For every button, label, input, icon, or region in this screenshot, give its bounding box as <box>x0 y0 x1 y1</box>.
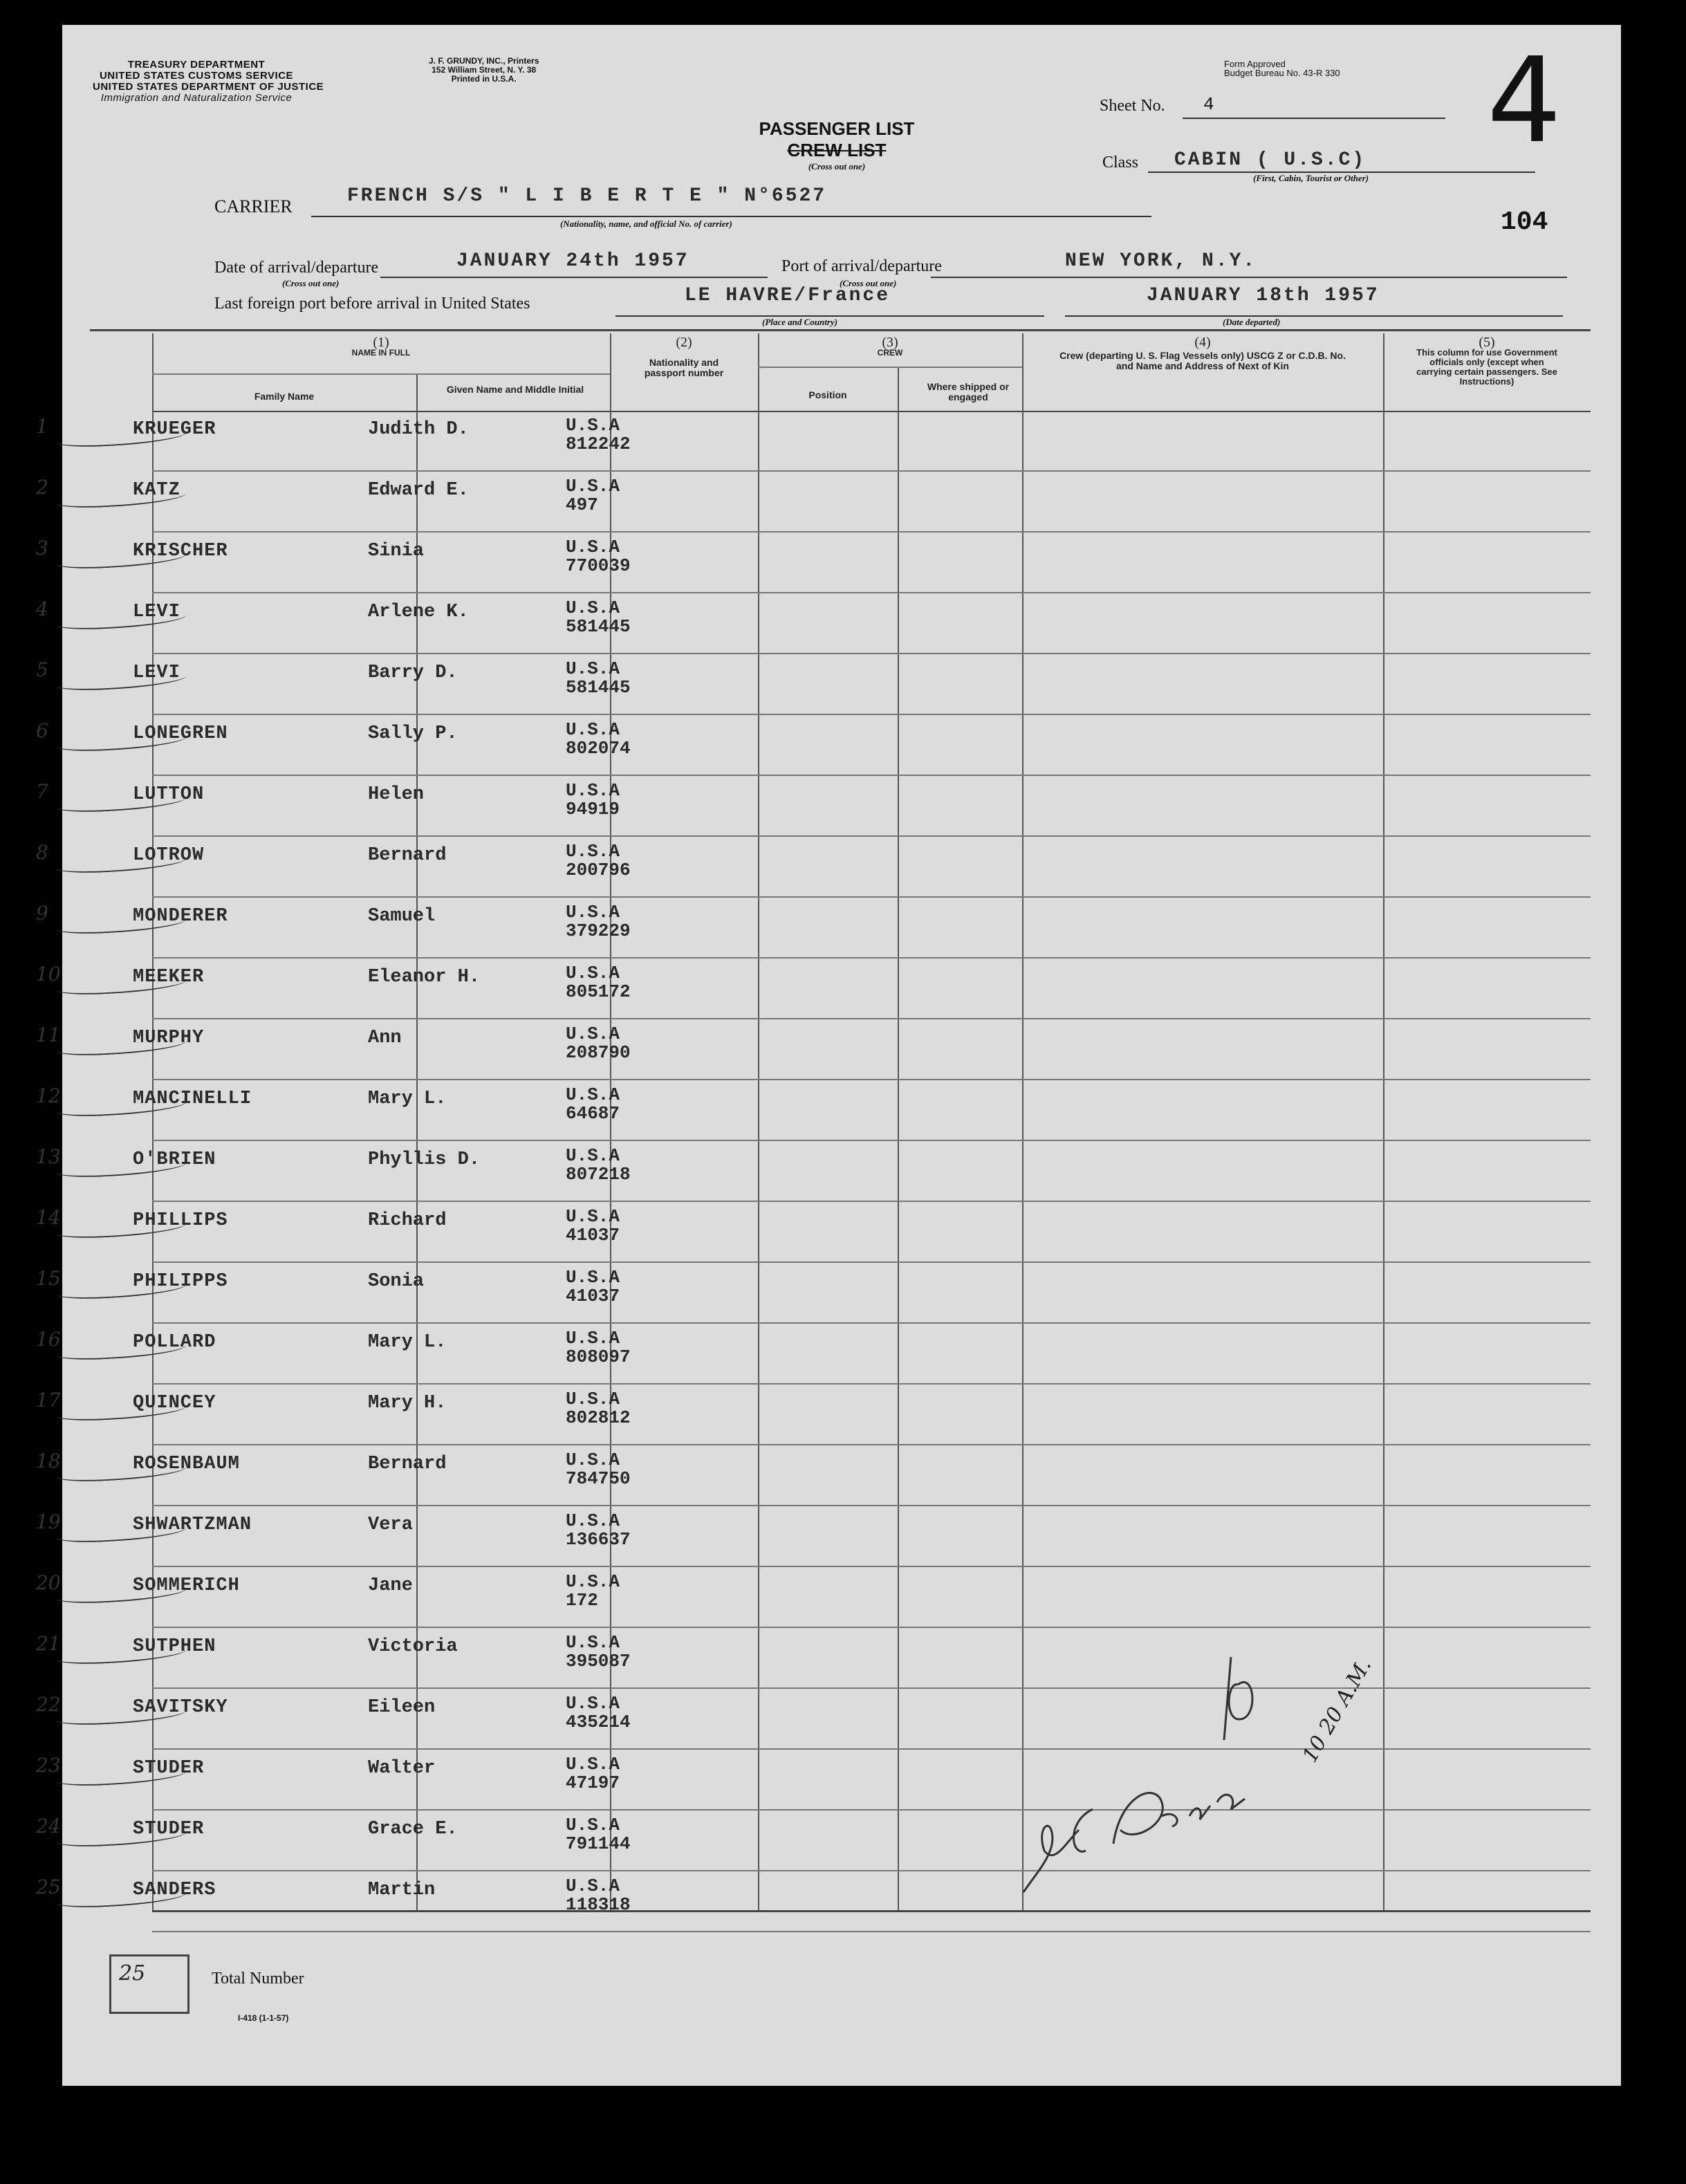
table-row <box>28 1082 1473 1142</box>
family-name: MURPHY <box>133 1028 205 1048</box>
table-row <box>28 1508 1473 1568</box>
table-row <box>28 473 1473 534</box>
nationality: U.S.A <box>566 719 620 740</box>
nationality: U.S.A <box>566 1328 620 1349</box>
row-number: 3 <box>36 537 48 559</box>
table-row <box>28 1021 1473 1082</box>
nationality-passport <box>566 416 631 454</box>
row-number: 11 <box>36 1024 61 1046</box>
row-divider <box>152 957 1591 959</box>
table-row <box>28 777 1473 838</box>
family-name: PHILLIPS <box>133 1210 228 1231</box>
nationality: U.S.A <box>566 1145 620 1166</box>
given-name: Mary H. <box>368 1393 447 1414</box>
passport-number: 64687 <box>566 1103 620 1124</box>
table-row <box>28 899 1473 960</box>
nationality-passport <box>566 1147 631 1184</box>
nationality-passport <box>566 1451 631 1488</box>
row-number: 10 <box>36 963 61 985</box>
passport-number: 802812 <box>566 1407 631 1428</box>
col4-title: Crew (departing U. S. Flag Vessels only) USCG Z or C.D.B. No. and Name and Address of Next of Kin <box>1059 350 1346 371</box>
row-number: 23 <box>36 1754 61 1777</box>
passport-number: 94919 <box>566 799 620 820</box>
total-label: Total Number <box>212 1970 304 1988</box>
table-row <box>28 1325 1473 1386</box>
nationality: U.S.A <box>566 658 620 679</box>
table-row <box>28 838 1473 899</box>
row-number: 24 <box>36 1815 61 1838</box>
row-number: 1 <box>36 415 48 438</box>
form-approved-block <box>1224 59 1340 77</box>
nationality: U.S.A <box>566 415 620 436</box>
passport-number: 808097 <box>566 1347 631 1367</box>
nationality: U.S.A <box>566 1267 620 1288</box>
row-divider <box>152 1809 1591 1811</box>
nationality: U.S.A <box>566 1571 620 1592</box>
carrier-value: FRENCH S/S " L I B E R T E " N°6527 <box>347 185 827 207</box>
date-label: Date of arrival/departure <box>214 259 379 277</box>
passport-number: 784750 <box>566 1468 631 1489</box>
passport-number: 395087 <box>566 1651 631 1672</box>
row-number: 18 <box>36 1450 61 1472</box>
printer-block <box>429 57 539 84</box>
row-number: 4 <box>36 598 48 620</box>
col1-header <box>152 337 610 358</box>
row-number: 21 <box>36 1632 61 1655</box>
nationality-passport <box>566 1573 620 1610</box>
dept-line: UNITED STATES CUSTOMS SERVICE <box>99 70 294 82</box>
given-name: Helen <box>368 784 425 805</box>
sheet-underline <box>1183 118 1445 119</box>
nationality-passport <box>566 538 631 575</box>
col3-where-header: Where shipped or engaged <box>927 381 1010 402</box>
row-divider <box>152 1018 1591 1019</box>
dept-line: UNITED STATES DEPARTMENT OF JUSTICE <box>93 81 324 93</box>
class-label: Class <box>1102 154 1139 172</box>
nationality-passport <box>566 781 620 819</box>
port-underline <box>931 277 1567 278</box>
table-row <box>28 1447 1473 1508</box>
given-name: Judith D. <box>368 419 469 440</box>
passport-number: 200796 <box>566 860 631 880</box>
table-row <box>28 1386 1473 1447</box>
row-number: 12 <box>36 1084 61 1107</box>
row-divider <box>152 835 1591 837</box>
row-number: 25 <box>36 1876 61 1898</box>
nationality-passport <box>566 660 631 697</box>
nationality: U.S.A <box>566 1450 620 1470</box>
passport-number: 581445 <box>566 677 631 698</box>
row-number: 19 <box>36 1510 61 1533</box>
nationality-passport <box>566 1694 631 1732</box>
row-divider <box>152 1687 1591 1689</box>
nationality-passport <box>566 842 631 880</box>
nationality: U.S.A <box>566 1510 620 1531</box>
nationality-passport <box>566 1207 620 1245</box>
family-name: LUTTON <box>133 784 205 805</box>
given-name: Phyllis D. <box>368 1149 481 1170</box>
given-name: Sonia <box>368 1271 425 1292</box>
row-divider <box>152 1383 1591 1385</box>
family-name: LOTROW <box>133 845 205 866</box>
port-caption: (Cross out one) <box>840 278 897 288</box>
passport-number: 435214 <box>566 1712 631 1732</box>
last-port-label: Last foreign port before arrival in United States <box>214 295 530 313</box>
family-name: SHWARTZMAN <box>133 1515 252 1535</box>
given-name: Jane <box>368 1575 413 1596</box>
family-name: KRISCHER <box>133 541 228 562</box>
col3-position-header: Position <box>808 389 847 400</box>
nationality: U.S.A <box>566 598 620 618</box>
family-name: LONEGREN <box>133 723 228 744</box>
printer-line: 152 William Street, N. Y. 38 <box>432 65 537 75</box>
row-number: 7 <box>36 780 48 803</box>
row-number: 13 <box>36 1145 61 1168</box>
nationality: U.S.A <box>566 476 620 497</box>
nationality-passport <box>566 1877 631 1914</box>
table-top-border <box>90 329 1591 331</box>
officer-signature <box>1017 1643 1266 1906</box>
form-code: I-418 (1-1-57) <box>238 2013 289 2023</box>
col1-family-header: Family Name <box>254 391 315 402</box>
total-value: 25 <box>119 1961 146 1986</box>
nationality: U.S.A <box>566 902 620 923</box>
nationality-passport <box>566 1512 631 1549</box>
given-name: Barry D. <box>368 663 458 683</box>
given-name: Arlene K. <box>368 602 469 622</box>
row-number: 20 <box>36 1571 61 1594</box>
nationality: U.S.A <box>566 1632 620 1653</box>
given-name: Sinia <box>368 541 425 562</box>
nationality: U.S.A <box>566 1024 620 1044</box>
port-label: Port of arrival/departure <box>781 257 942 275</box>
carrier-label: CARRIER <box>214 196 293 216</box>
row-number: 15 <box>36 1267 61 1290</box>
printer-line: J. F. GRUNDY, INC., Printers <box>429 56 539 66</box>
row-number: 2 <box>36 476 48 499</box>
given-name: Eileen <box>368 1697 436 1718</box>
passport-number: 805172 <box>566 981 631 1002</box>
nationality: U.S.A <box>566 1389 620 1409</box>
dept-line: TREASURY DEPARTMENT <box>127 59 266 71</box>
row-number: 16 <box>36 1328 61 1351</box>
nationality: U.S.A <box>566 1815 620 1835</box>
dept-line: Immigration and Naturalization Service <box>100 92 293 104</box>
row-divider <box>152 470 1591 472</box>
nationality: U.S.A <box>566 537 620 557</box>
col2-num: (2) <box>676 335 692 350</box>
row-divider <box>152 1870 1591 1871</box>
sheet-label: Sheet No. <box>1100 97 1165 115</box>
nationality-passport <box>566 599 631 636</box>
nationality-passport <box>566 1390 631 1427</box>
given-name: Samuel <box>368 906 436 927</box>
row-divider <box>152 1566 1591 1567</box>
passport-number: 379229 <box>566 920 631 941</box>
family-name: SOMMERICH <box>133 1575 240 1596</box>
passport-number: 770039 <box>566 555 631 576</box>
family-name: SUTPHEN <box>133 1636 216 1657</box>
row-number: 17 <box>36 1389 61 1412</box>
nationality-passport <box>566 964 631 1001</box>
col3-num: (3) <box>882 335 898 350</box>
passport-number: 812242 <box>566 434 631 454</box>
last-port-value: LE HAVRE/France <box>685 285 891 306</box>
given-name: Walter <box>368 1758 436 1779</box>
page-stamp: 104 <box>1501 207 1548 237</box>
given-name: Martin <box>368 1880 436 1900</box>
class-value: CABIN ( U.S.C) <box>1174 149 1367 171</box>
passport-number: 807218 <box>566 1164 631 1185</box>
col3-title: CREW <box>877 348 903 358</box>
col1-given-header: Given Name and Middle Initial <box>446 384 584 395</box>
nationality-passport <box>566 1025 631 1062</box>
given-name: Richard <box>368 1210 447 1231</box>
passport-number: 497 <box>566 494 598 515</box>
family-name: KRUEGER <box>133 419 216 440</box>
passport-number: 581445 <box>566 616 631 637</box>
row-number: 6 <box>36 719 48 742</box>
family-name: STUDER <box>133 1758 205 1779</box>
passport-number: 41037 <box>566 1286 620 1306</box>
title-caption: (Cross out one) <box>808 161 866 172</box>
nationality-passport <box>566 1086 620 1123</box>
col5-header <box>1383 337 1591 387</box>
col3-header <box>758 337 1022 358</box>
col4-num: (4) <box>1194 335 1211 350</box>
signature-time: 10 20 A.M. <box>1297 1654 1377 1767</box>
nationality: U.S.A <box>566 841 620 862</box>
row-divider <box>152 896 1591 898</box>
document-page <box>36 25 1621 2086</box>
date-underline <box>380 277 768 278</box>
row-divider <box>152 1748 1591 1750</box>
given-name: Vera <box>368 1515 413 1535</box>
family-name: ROSENBAUM <box>133 1454 240 1474</box>
table-row <box>28 412 1473 473</box>
table-row <box>28 1142 1473 1203</box>
family-name: PHILIPPS <box>133 1271 228 1292</box>
table-row <box>28 1264 1473 1325</box>
nationality-passport <box>566 721 631 758</box>
row-divider <box>152 1322 1591 1324</box>
family-name: KATZ <box>133 480 180 501</box>
given-name: Victoria <box>368 1636 458 1657</box>
nationality-passport <box>566 477 620 515</box>
family-name: QUINCEY <box>133 1393 216 1414</box>
nationality: U.S.A <box>566 1876 620 1896</box>
given-name: Sally P. <box>368 723 458 744</box>
nationality: U.S.A <box>566 780 620 801</box>
family-name: SANDERS <box>133 1880 216 1900</box>
family-name: MONDERER <box>133 906 228 927</box>
carrier-caption: (Nationality, name, and official No. of carrier) <box>560 219 732 229</box>
carrier-underline <box>311 216 1151 217</box>
nationality: U.S.A <box>566 1206 620 1227</box>
date-departed-underline <box>1065 315 1563 317</box>
row-divider <box>152 1261 1591 1263</box>
given-name: Eleanor H. <box>368 967 481 988</box>
title-crew-list: CREW LIST <box>787 140 887 160</box>
form-approved-line: Budget Bureau No. 43-R 330 <box>1224 68 1340 78</box>
sheet-number-large: 4 <box>1487 33 1562 169</box>
passport-number: 118318 <box>566 1894 631 1915</box>
table-row <box>28 595 1473 656</box>
table-row <box>28 656 1473 716</box>
row-number: 9 <box>36 902 48 925</box>
row-divider <box>152 714 1591 715</box>
passport-number: 41037 <box>566 1225 620 1246</box>
passport-number: 47197 <box>566 1773 620 1793</box>
family-name: SAVITSKY <box>133 1697 228 1718</box>
row-divider <box>152 531 1591 533</box>
family-name: LEVI <box>133 663 180 683</box>
family-name: LEVI <box>133 602 180 622</box>
port-value: NEW YORK, N.Y. <box>1065 250 1257 272</box>
row-divider <box>152 1931 1591 1932</box>
printer-line: Printed in U.S.A. <box>451 74 517 84</box>
date-departed-caption: (Date departed) <box>1223 317 1281 327</box>
sheet-value: 4 <box>1203 94 1214 115</box>
table-row <box>28 1568 1473 1629</box>
family-name: STUDER <box>133 1819 205 1840</box>
row-divider <box>152 1140 1591 1141</box>
passport-number: 172 <box>566 1590 598 1611</box>
table-row <box>28 716 1473 777</box>
department-block <box>93 59 324 104</box>
nationality: U.S.A <box>566 1693 620 1714</box>
given-name: Ann <box>368 1028 402 1048</box>
row-divider <box>152 592 1591 593</box>
given-name: Bernard <box>368 845 447 866</box>
given-name: Edward E. <box>368 480 469 501</box>
nationality-passport <box>566 1755 620 1793</box>
row-divider <box>152 1444 1591 1445</box>
passport-number: 791144 <box>566 1833 631 1854</box>
table-bottom-border <box>152 1910 1591 1912</box>
row-number: 5 <box>36 658 48 681</box>
family-name: MEEKER <box>133 967 205 988</box>
col5-num: (5) <box>1479 335 1495 350</box>
date-caption: (Cross out one) <box>282 278 340 288</box>
class-caption: (First, Cabin, Tourist or Other) <box>1253 173 1369 183</box>
date-departed-value: JANUARY 18th 1957 <box>1147 285 1380 306</box>
nationality: U.S.A <box>566 1084 620 1105</box>
nationality-passport <box>566 903 631 941</box>
nationality-passport <box>566 1329 631 1367</box>
title-block <box>747 118 927 172</box>
nationality: U.S.A <box>566 1754 620 1775</box>
form-approved-line: Form Approved <box>1224 59 1286 69</box>
subhead-line <box>152 373 610 375</box>
col2-header <box>610 337 758 378</box>
col1-num: (1) <box>373 335 389 350</box>
table-row <box>28 534 1473 595</box>
nationality-passport <box>566 1634 631 1671</box>
given-name: Bernard <box>368 1454 447 1474</box>
family-name: MANCINELLI <box>133 1089 252 1109</box>
row-divider <box>152 653 1591 654</box>
title-passenger-list: PASSENGER LIST <box>759 118 915 139</box>
row-number: 22 <box>36 1693 61 1716</box>
given-name: Mary L. <box>368 1089 447 1109</box>
given-name: Mary L. <box>368 1332 447 1353</box>
date-value: JANUARY 24th 1957 <box>456 250 689 272</box>
row-divider <box>152 1627 1591 1628</box>
row-divider <box>152 1201 1591 1202</box>
last-port-caption: (Place and Country) <box>762 317 838 327</box>
col5-title: This column for use Government officials only (except when carrying certain passengers. See Instructions) <box>1416 347 1557 387</box>
subhead-line <box>758 367 1022 368</box>
row-number: 14 <box>36 1206 61 1229</box>
given-name: Grace E. <box>368 1819 458 1840</box>
row-divider <box>152 775 1591 776</box>
nationality-passport <box>566 1268 620 1306</box>
passport-number: 208790 <box>566 1042 631 1063</box>
family-name: O'BRIEN <box>133 1149 216 1170</box>
table-row <box>28 960 1473 1021</box>
col4-header <box>1022 337 1383 371</box>
nationality: U.S.A <box>566 963 620 983</box>
passport-number: 136637 <box>566 1529 631 1550</box>
table-row <box>28 1203 1473 1264</box>
row-divider <box>152 1079 1591 1080</box>
family-name: POLLARD <box>133 1332 216 1353</box>
nationality-passport <box>566 1816 631 1853</box>
row-number: 8 <box>36 841 48 864</box>
col2-title: Nationality and passport number <box>644 357 724 378</box>
row-divider <box>152 1505 1591 1506</box>
col1-title: NAME IN FULL <box>351 348 411 358</box>
passport-number: 802074 <box>566 738 631 759</box>
